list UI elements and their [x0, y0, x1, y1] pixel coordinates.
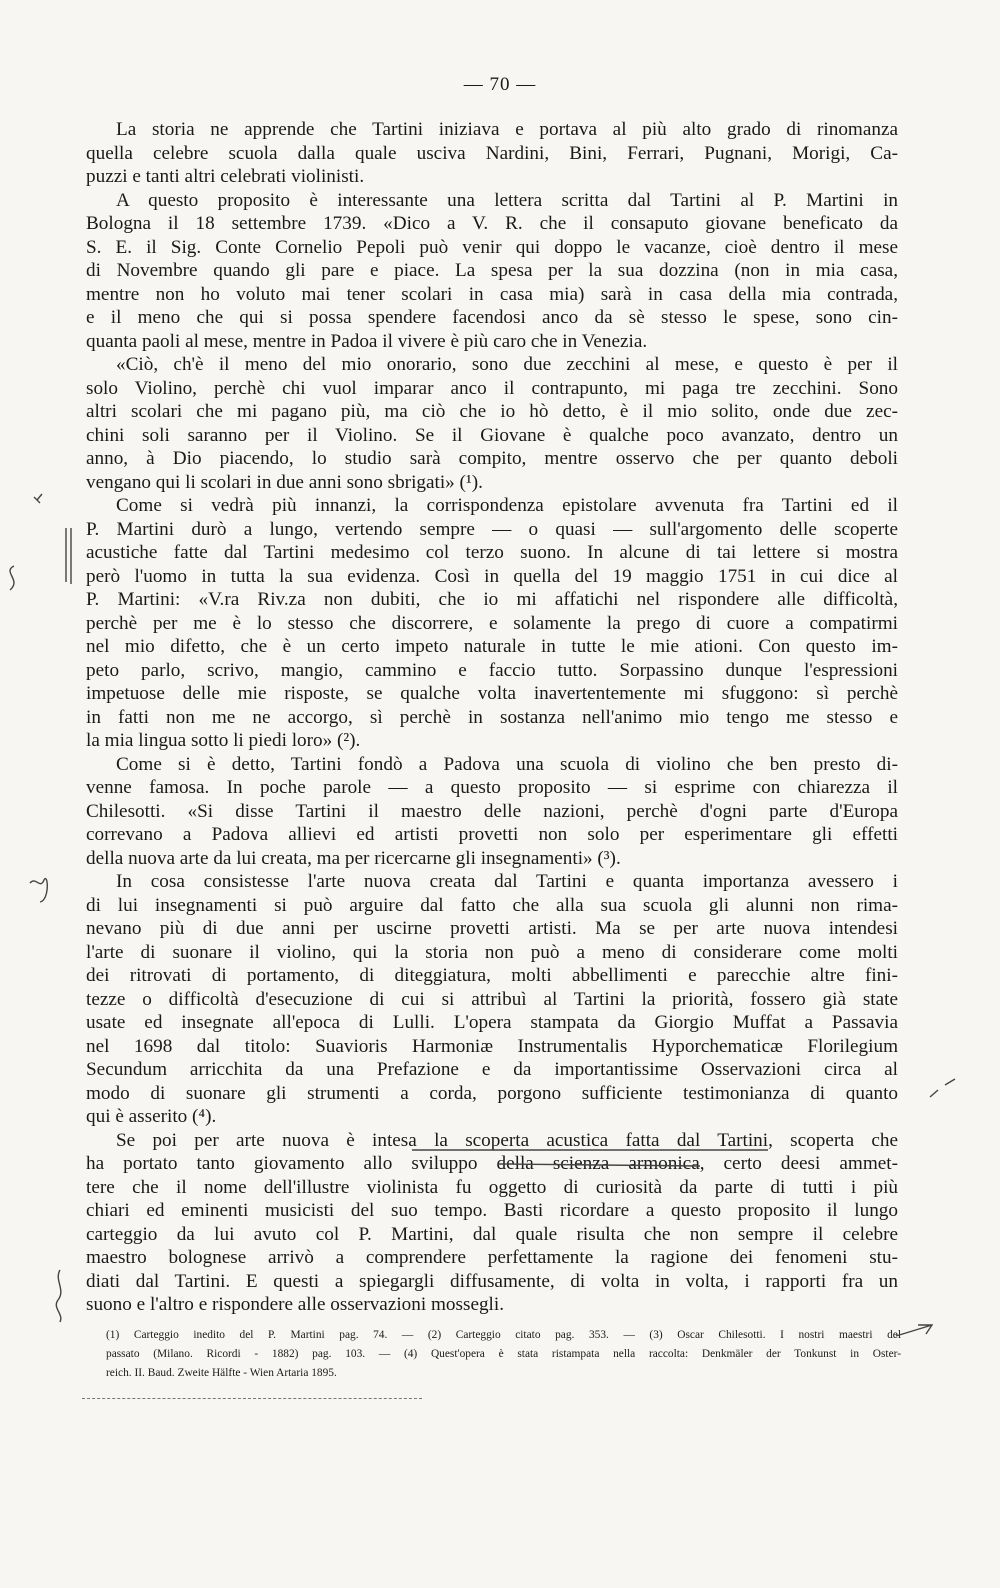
text-line: la mia lingua sotto li piedi loro» (²).	[86, 730, 361, 751]
text-line: tezze o difficoltà d'esecuzione di cui si attribuì al Tartini la priorità, fossero già state	[86, 988, 898, 1010]
text-line: anno, à Dio piacendo, lo studio sarà compito, mentre osservo che per quanto deboli	[86, 448, 898, 469]
text-line: Come si è detto, Tartini fondò a Padova una scuola di violino che ben presto di-	[116, 753, 898, 775]
text-line: Se poi per arte nuova è intesa la scoperta acustica fatta dal Tartini, scoperta che	[116, 1129, 898, 1151]
text-line: peto parlo, scrivo, mangio, cammino e faccio tutto. Sorpassino dunque l'espressioni	[86, 659, 898, 681]
body-text	[86, 118, 898, 1317]
text-line: P. Martini: «V.ra Riv.za non dubiti, che io mi affatichi nel rispondere alle difficoltà,	[86, 589, 898, 610]
text-line: di Novembre quando gli pare e piace. La spesa per la sua dozzina (non in mia casa,	[86, 260, 898, 281]
text-line: venne famosa. In poche parole — a questo proposito — si esprime con chiarezza il	[86, 777, 898, 798]
text-line: S. E. il Sig. Conte Cornelio Pepoli può venir qui doppo le vacanze, cioè dentro il mese	[86, 236, 898, 258]
text-line: tere che il nome dell'illustre violinista fu oggetto di curiosità da parte di tutti i più	[86, 1176, 898, 1198]
footnote-line: reich. II. Baud. Zweite Hälfte - Wien Artaria 1895.	[106, 1367, 337, 1379]
text-line: altri scolari che mi pagano più, ma ciò che io hò detto, è il mio solito, onde due zec-	[86, 401, 898, 422]
text-line: maestro bolognese arrivò a comprendere perfettamente la ragione dei fenomeni stu-	[86, 1247, 898, 1268]
text-line: modo di suonare gli strumenti a corda, porgono sufficiente testimonianza di quanto	[86, 1082, 898, 1104]
text-line: qui è asserito (⁴).	[86, 1106, 217, 1127]
text-line: quanta paoli al mese, mentre in Padoa il vivere è più caro che in Venezia.	[86, 330, 648, 352]
text-line: nel 1698 dal titolo: Suavioris Harmoniæ Instrumentalis Hyporchematicæ Florilegium	[86, 1035, 898, 1057]
text-line: vengano qui li scolari in due anni sono sbrigati» (¹).	[86, 471, 483, 493]
text-line: carteggio da lui avuto col P. Martini, dal quale risulta che non sempre il celebre	[86, 1223, 898, 1245]
margin-bar-mark	[66, 528, 71, 584]
text-line: puzzi e tanti altri celebrati violinisti.	[86, 166, 365, 187]
text-line: impetuose delle mie risposte, se qualche volta inavertentemente mi sfuggono: sì perchè	[86, 683, 898, 704]
text-line: usate ed insegnate all'epoca di Lulli. L'opera stampata da Giorgio Muffat a Passavia	[86, 1012, 898, 1033]
text-line: chini soli saranno per il Violino. Se il Giovane è qualche poco avanzato, dentro un	[86, 424, 898, 446]
text-line: mentre non ho voluto mai tener scolari in casa mia) sarà in casa della mia contrada,	[86, 283, 898, 305]
margin-arrow-mark	[896, 1325, 932, 1336]
text-line: In cosa consistesse l'arte nuova creata dal Tartini e quanta importanza avessero i	[116, 871, 898, 892]
text-line: quella celebre scuola dalla quale usciva Nardini, Bini, Ferrari, Pugnani, Morigi, Ca-	[86, 142, 898, 164]
text-line: nevano più di due anni per uscirne provetti artisti. Ma se per arte nuova intendesi	[86, 918, 898, 939]
text-line: «Ciò, ch'è il meno del mio onorario, sono due zecchini al mese, e questo è per il	[116, 354, 898, 375]
text-line: ha portato tanto giovamento allo sviluppo della scienza armonica, certo deesi ammet-	[86, 1153, 898, 1174]
margin-brace-mark	[56, 1270, 61, 1322]
margin-scribble-mark	[30, 879, 47, 902]
text-line: chiari ed eminenti musicisti del suo tempo. Basti ricordare a questo proposito il lungo	[86, 1200, 898, 1221]
footnote-line: (1) Carteggio inedito del P. Martini pag. 74. — (2) Carteggio citato pag. 353. — (3) Oscar Chilesotti. I nostri maestri del	[106, 1329, 901, 1341]
text-line: acustiche fatte dal Tartini medesimo col terzo suono. In alcune di tai lettere si mostra	[86, 542, 898, 563]
text-line: Chilesotti. «Si disse Tartini il maestro delle nazioni, perchè d'ogni parte d'Europa	[86, 800, 898, 822]
text-line: e il meno che qui si possa spendere facendosi anco da sè stesso le spese, sono cin-	[86, 307, 898, 328]
footnotes	[106, 1326, 901, 1383]
footnote-line: passato (Milano. Ricordi - 1882) pag. 103. — (4) Quest'opera è stata ristampata nella raccolta: Denkmäler der Tonkunst in Oster-	[106, 1348, 901, 1360]
text-line: Secundum arricchita da una Prefazione e da importantissime Osservazioni circa al	[86, 1059, 898, 1080]
text-line: dei ritrovati di portamento, di diteggiatura, molti abbellimenti e parecchie altre fini-	[86, 965, 898, 986]
page-number: — 70 —	[463, 74, 537, 95]
text-line: nel mio difetto, che è un certo impeto naturale in tutte le mie ationi. Con questo im-	[86, 636, 898, 657]
text-line: Bologna il 18 settembre 1739. «Dico a V. R. che il consaputo giovane beneficato da	[86, 213, 898, 234]
text-line: correvano a Padova allievi ed artisti provetti non solo per esperimentare gli effetti	[86, 824, 898, 845]
text-line: P. Martini durò a lungo, vertendo sempre — o quasi — sull'argomento delle scoperte	[86, 518, 898, 540]
text-line: l'arte di suonare il violino, qui la storia non può a meno di considerare come molti	[86, 941, 898, 963]
text-line: in fatti non me ne accorgo, sì perchè in sostanza nell'animo mio tengo me stesso e	[86, 706, 898, 728]
text-line: A questo proposito è interessante una lettera scritta dal Tartini al P. Martini in	[116, 189, 898, 211]
text-line: però l'uomo in tutta la sua evidenza. Così in quella del 19 maggio 1751 in cui dice al	[86, 565, 898, 587]
text-line: perchè per me è lo stesso che discorrere, e solamente la prego di cuore a compatirmi	[86, 612, 898, 634]
text-line: solo Violino, perchè chi vuol imparar anco il contrapunto, mi paga tre zecchini. Sono	[86, 377, 898, 399]
margin-tick-mark	[34, 494, 42, 503]
text-line: della nuova arte da lui creata, ma per ricercarne gli insegnamenti» (³).	[86, 847, 621, 869]
margin-right-dash-mark	[930, 1079, 955, 1097]
text-line: diati dal Tartini. E questi a spiegargli diffusamente, di volta in volta, i rapporti fra un	[86, 1270, 898, 1292]
text-line: di lui insegnamenti si può arguire dal fatto che alla sua scuola gli alunni non rima-	[86, 894, 898, 916]
text-line: suono e l'altro e rispondere alle osservazioni mossegli.	[86, 1294, 505, 1315]
margin-s-mark	[10, 566, 14, 590]
footnote-rule	[82, 1398, 422, 1399]
text-line: La storia ne apprende che Tartini iniziava e portava al più alto grado di rinomanza	[116, 119, 898, 140]
text-line: Come si vedrà più innanzi, la corrispondenza epistolare avvenuta fra Tartini ed il	[116, 495, 898, 516]
